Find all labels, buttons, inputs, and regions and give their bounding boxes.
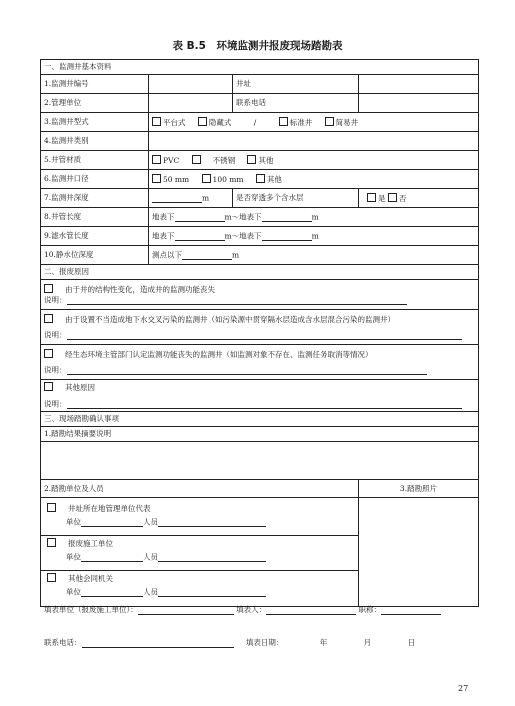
footer-line-2: [44, 637, 415, 648]
multi-aquifer-options: [359, 189, 479, 208]
day-label: 日: [407, 638, 416, 647]
page-title: 表 B.5 环境监测井报废现场踏勘表: [172, 40, 343, 52]
person-input-2[interactable]: [158, 552, 266, 562]
diameter-options: [149, 170, 479, 189]
filler-input[interactable]: [266, 605, 356, 615]
unit-input-1[interactable]: [81, 517, 143, 527]
fill-unit-input[interactable]: [138, 605, 234, 615]
field-static-depth[interactable]: [149, 246, 479, 265]
photo-header: 3.踏勘照片: [359, 480, 479, 498]
option-material-other: 其他: [258, 155, 274, 165]
contact-label: 联系电话：: [44, 638, 82, 647]
party-local-mgmt: [41, 501, 358, 536]
option-simple: 简易井: [335, 117, 359, 127]
section-basic-info: 一、监测井基本资料: [41, 60, 479, 75]
option-100mm: 100 mm: [212, 174, 244, 184]
pipe-len-unit: m: [311, 212, 319, 222]
unit-input-3[interactable]: [81, 587, 143, 597]
field-screen-length[interactable]: [149, 227, 479, 246]
unit-label-2: 单位: [66, 553, 81, 562]
pipe-len-to: m～地表下: [224, 212, 262, 222]
page-number: 27: [458, 684, 469, 693]
option-diameter-other: 其他: [266, 174, 282, 184]
option-pvc: PVC: [163, 155, 180, 165]
party-cell: [41, 498, 359, 607]
party-scrap-contractor: [41, 536, 358, 571]
footer-line-1: [44, 604, 441, 615]
option-hidden: 隐藏式: [208, 117, 232, 127]
explain-input-1[interactable]: [67, 295, 407, 305]
screen-len-unit: m: [311, 231, 319, 241]
reason-text-1: 由于井的结构性变化，造成井的监测功能丧失: [65, 285, 215, 295]
field-well-category[interactable]: [149, 132, 479, 151]
reason-text-3: 经生态环境主管部门认定监测功能丧失的监测井（如监测对象不存在、监测任务取消等情况）: [65, 349, 373, 359]
static-from: 测点以下: [152, 250, 182, 260]
field-well-no[interactable]: [149, 75, 233, 94]
option-50mm: 50 mm: [163, 174, 190, 184]
party-name-2: 报废施工单位: [68, 539, 113, 548]
depth-unit: m: [202, 193, 210, 203]
checkbox-material-other[interactable]: [247, 155, 256, 164]
static-unit: m: [232, 250, 240, 260]
label-well-no: 1.监测井编号: [41, 75, 149, 94]
screen-len-to: m～地表下: [224, 231, 262, 241]
label-diameter: 6.监测井口径: [41, 170, 149, 189]
explain-input-3[interactable]: [67, 365, 427, 375]
unit-label-3: 单位: [66, 588, 81, 597]
explain-label-4: 说明：: [44, 399, 67, 409]
label-well-category: 4.监测井类别: [41, 132, 149, 151]
explain-label-1: 说明：: [44, 295, 67, 305]
person-input-3[interactable]: [158, 587, 266, 597]
reason-authority: [41, 345, 479, 380]
person-label-3: 人员: [143, 588, 158, 597]
label-phone: 联系电话: [233, 94, 359, 113]
explain-label-2: 说明：: [44, 330, 67, 340]
option-yes: 是: [378, 193, 386, 203]
option-no: 否: [398, 193, 407, 203]
pipe-len-from: 地表下: [152, 212, 175, 222]
checkbox-diameter-other[interactable]: [256, 174, 265, 183]
person-label-2: 人员: [143, 553, 158, 562]
option-standard: 标准井: [289, 117, 313, 127]
field-well-site[interactable]: [359, 75, 479, 94]
screen-len-from: 地表下: [152, 231, 175, 241]
option-platform: 平台式: [163, 117, 186, 127]
unit-label-1: 单位: [66, 518, 81, 527]
contact-input[interactable]: [82, 638, 234, 648]
checkbox-party-1[interactable]: [47, 503, 56, 512]
label-well-form: 3.监测井型式: [41, 113, 149, 132]
position-label: 职称：: [358, 605, 382, 614]
checkbox-standard[interactable]: [279, 117, 288, 126]
person-input-1[interactable]: [158, 517, 266, 527]
label-pipe-material: 5.井管材质: [41, 151, 149, 170]
explain-input-2[interactable]: [67, 330, 462, 340]
field-phone[interactable]: [359, 94, 479, 113]
checkbox-reason-3[interactable]: [44, 349, 53, 358]
reason-cross-contamination: [41, 310, 479, 345]
section-confirmation: 三、现场踏勘确认事项: [41, 412, 479, 427]
explain-label-3: 说明：: [44, 365, 67, 375]
checkbox-party-2[interactable]: [47, 538, 56, 547]
reason-text-2: 由于设置不当造成地下水交叉污染的监测井（如污染源中贯穿隔水层造成含水层混合污染的监测井）: [65, 314, 395, 324]
fill-date-label: 填表日期：: [245, 638, 284, 647]
checkbox-50mm[interactable]: [152, 174, 161, 183]
field-pipe-length[interactable]: [149, 208, 479, 227]
checkbox-no[interactable]: [388, 193, 397, 202]
explain-input-4[interactable]: [67, 399, 462, 409]
label-screen-length: 9.滤水管长度: [41, 227, 149, 246]
party-header: 2.踏勘单位及人员: [41, 480, 359, 498]
survey-form: [40, 59, 479, 607]
summary-header: 1.踏勘结果摘要说明: [41, 427, 479, 442]
unit-input-2[interactable]: [81, 552, 143, 562]
reason-other: [41, 380, 479, 412]
checkbox-party-3[interactable]: [47, 573, 56, 582]
photo-area[interactable]: [359, 498, 479, 607]
checkbox-100mm[interactable]: [202, 174, 211, 183]
checkbox-pvc[interactable]: [152, 155, 161, 164]
label-mgmt-unit: 2.管理单位: [41, 94, 149, 113]
label-depth: 7.监测井深度: [41, 189, 149, 208]
checkbox-simple[interactable]: [325, 117, 334, 126]
checkbox-platform[interactable]: [152, 117, 161, 126]
party-other-agency: [41, 571, 358, 606]
pipe-material-options: [149, 151, 479, 170]
checkbox-reason-1[interactable]: [44, 284, 53, 293]
section-reasons: 二、报废原因: [41, 265, 479, 280]
checkbox-reason-4[interactable]: [44, 382, 53, 391]
option-stainless: 不锈钢: [212, 155, 236, 165]
checkbox-hidden[interactable]: [198, 117, 207, 126]
person-label-1: 人员: [143, 518, 158, 527]
checkbox-yes[interactable]: [367, 193, 376, 202]
fill-unit-label: 填表单位（报废施工单位）：: [44, 605, 138, 614]
year-label: 年: [319, 638, 328, 647]
option-separator: /: [253, 117, 257, 127]
party-name-1: 井址所在地管理单位代表: [68, 504, 151, 513]
label-well-site: 井址: [233, 75, 359, 94]
field-mgmt-unit[interactable]: [149, 94, 233, 113]
summary-field[interactable]: [41, 442, 479, 480]
reason-structural: [41, 280, 479, 310]
label-static-depth: 10.静水位深度: [41, 246, 149, 265]
filler-label: 填表人：: [236, 605, 267, 614]
field-depth[interactable]: [149, 189, 233, 208]
party-name-3: 其他会同机关: [68, 574, 113, 583]
reason-text-4: 其他原因: [65, 383, 95, 393]
label-multi-aquifer: 是否穿透多个含水层: [233, 189, 359, 208]
checkbox-stainless[interactable]: [192, 155, 201, 164]
month-label: 月: [363, 638, 372, 647]
checkbox-reason-2[interactable]: [44, 314, 53, 323]
position-input[interactable]: [381, 605, 441, 615]
label-pipe-length: 8.井管长度: [41, 208, 149, 227]
well-form-options: [149, 113, 479, 132]
